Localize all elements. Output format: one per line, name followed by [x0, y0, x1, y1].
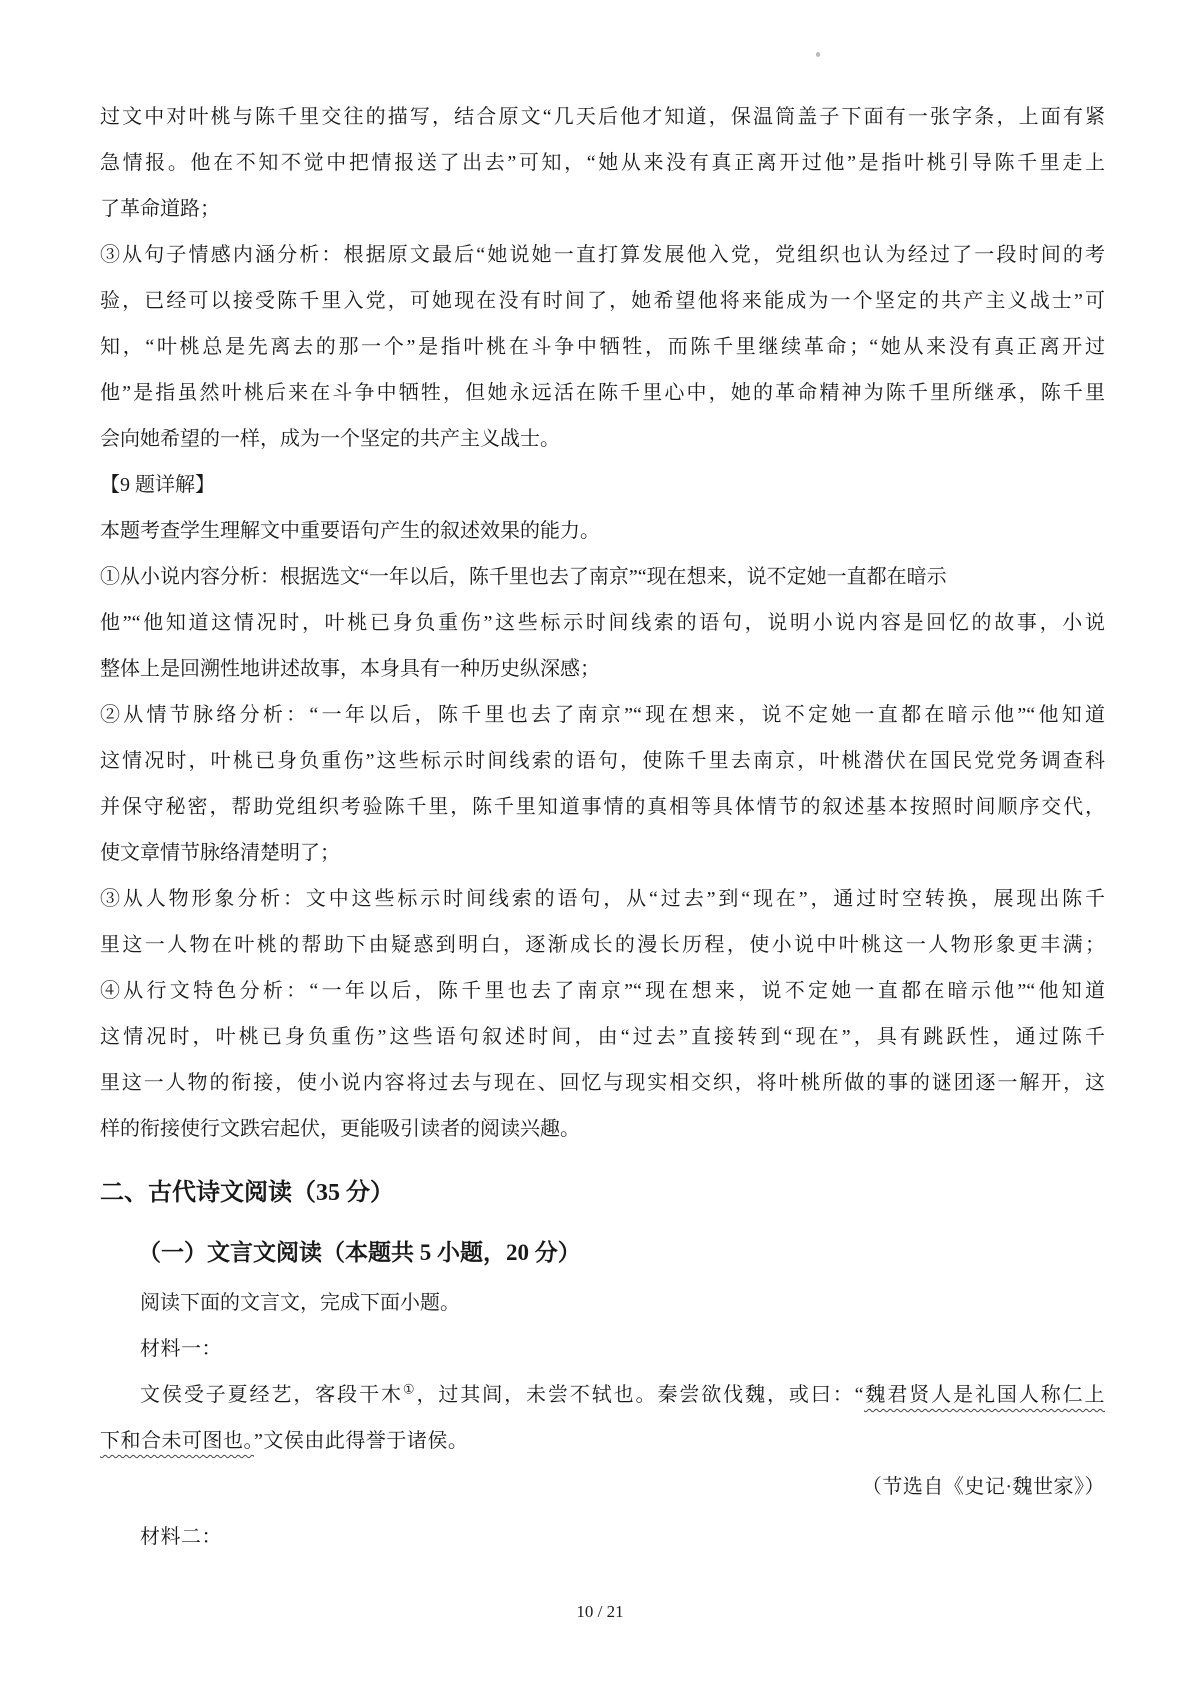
page-content	[100, 94, 1105, 1560]
section-heading: 二、古代诗文阅读（35 分）	[100, 1180, 394, 1206]
answer-text-line: 里这一人物在叶桃的帮助下由疑惑到明白，逐渐成长的漫长历程，使小说中叶桃这一人物形象更丰满；	[100, 934, 1105, 956]
material1-label: 材料一：	[140, 1338, 222, 1360]
q9-intro-line: 本题考查学生理解文中重要语句产生的叙述效果的能力。	[100, 520, 600, 542]
answer-text-line: 并保守秘密，帮助党组织考验陈千里，陈千里知道事情的真相等具体情节的叙述基本按照时间顺序交代，	[100, 796, 1105, 818]
classical-text-line	[100, 1372, 1105, 1418]
answer-text-line: 这情况时，叶桃已身负重伤”这些标示时间线索的语句，使陈千里去南京，叶桃潜伏在国民党党务调查科	[100, 750, 1105, 772]
answer-text-line: 他”是指虽然叶桃后来在斗争中牺牲，但她永远活在陈千里心中，她的革命精神为陈千里所继承，陈千里	[100, 382, 1105, 404]
classical-text-segment: ，过其闾，未尝不轼也。秦尝欲伐魏，或曰：“	[416, 1384, 865, 1406]
answer-text-line: ②从情节脉络分析：“一年以后，陈千里也去了南京”“现在想来，说不定她一直都在暗示他”“他知道	[100, 704, 1105, 726]
answer-text-line: 了革命道路；	[100, 198, 220, 220]
answer-text-line: 里这一人物的衔接，使小说内容将过去与现在、回忆与现实相交织，将叶桃所做的事的谜团逐一解开，这	[100, 1072, 1105, 1094]
answer-text-line: ③从句子情感内涵分析：根据原文最后“她说她一直打算发展他入党，党组织也认为经过了一段时间的考	[100, 244, 1105, 266]
answer-text-line: 会向她希望的一样，成为一个坚定的共产主义战士。	[100, 428, 560, 450]
answer-text-line: 知，“叶桃总是先离去的那一个”是指叶桃在斗争中牺牲，而陈千里继续革命；“她从来没有真正离开过	[100, 336, 1105, 358]
answer-text-line: ④从行文特色分析：“一年以后，陈千里也去了南京”“现在想来，说不定她一直都在暗示他”“他知道	[100, 980, 1105, 1002]
answer-text-line: 急情报。他在不知不觉中把情报送了出去”可知，“她从来没有真正离开过他”是指叶桃引导陈千里走上	[100, 152, 1105, 174]
answer-text-line: ①从小说内容分析：根据选文“一年以后，陈千里也去了南京”“现在想来，说不定她一直都在暗示	[100, 566, 947, 588]
source-citation: （节选自《史记·魏世家》）	[861, 1476, 1105, 1498]
answer-text-line: 这情况时，叶桃已身负重伤”这些语句叙述时间，由“过去”直接转到“现在”，具有跳跃性，通过陈千	[100, 1026, 1105, 1048]
classical-text-line	[100, 1418, 1105, 1464]
reading-instruction: 阅读下面的文言文，完成下面小题。	[140, 1292, 460, 1314]
classical-text-segment: ”文侯由此得誉于诸侯。	[254, 1430, 469, 1452]
answer-text-line: 过文中对叶桃与陈千里交往的描写，结合原文“几天后他才知道，保温筒盖子下面有一张字条，上面有紧	[100, 106, 1105, 128]
answer-text-line: 他”“他知道这情况时，叶桃已身负重伤”这些标示时间线索的语句，说明小说内容是回忆的故事，小说	[100, 612, 1105, 634]
underlined-clause-segment: 下和合未可图也。	[100, 1430, 254, 1452]
material2-label: 材料二：	[140, 1526, 222, 1548]
underlined-clause-segment: 魏君贤人是礼国人称仁上	[864, 1384, 1106, 1406]
answer-text-line: ③从人物形象分析：文中这些标示时间线索的语句，从“过去”到“现在”，通过时空转换，展现出陈千	[100, 888, 1105, 910]
classical-text-segment: 文侯受子夏经艺，客段干木	[140, 1384, 403, 1406]
answer-text-line: 使文章情节脉络清楚明了；	[100, 842, 340, 864]
scan-artifact-dot	[816, 52, 820, 57]
answer-text-line: 样的衔接使行文跌宕起伏，更能吸引读者的阅读兴趣。	[100, 1118, 580, 1140]
footnote-marker: ①	[402, 1381, 417, 1397]
answer-text-line: 整体上是回溯性地讲述故事，本身具有一种历史纵深感；	[100, 658, 600, 680]
q9-detail-label: 【9 题详解】	[100, 474, 215, 496]
answer-text-line: 验，已经可以接受陈千里入党，可她现在没有时间了，她希望他将来能成为一个坚定的共产主义战士”可	[100, 290, 1105, 312]
page-number: 10 / 21	[576, 1602, 624, 1621]
subsection-heading: （一）文言文阅读（本题共 5 小题，20 分）	[138, 1240, 581, 1265]
